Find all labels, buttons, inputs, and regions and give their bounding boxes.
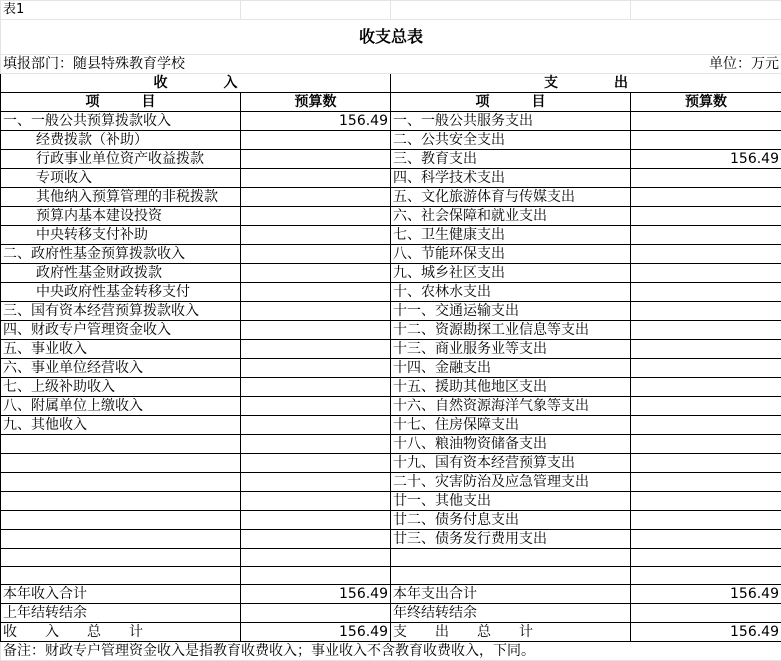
expense-item: 七、卫生健康支出 <box>391 226 631 245</box>
income-item <box>1 511 241 530</box>
income-budget <box>241 169 391 188</box>
expense-item: 六、社会保障和就业支出 <box>391 207 631 226</box>
expense-item-header: 项 目 <box>391 93 631 112</box>
expense-budget <box>631 435 781 454</box>
total-expense-label: 支 出 总 计 <box>391 623 631 642</box>
income-item: 二、政府性基金预算拨款收入 <box>1 245 241 264</box>
income-budget <box>241 454 391 473</box>
income-budget <box>241 416 391 435</box>
table-row <box>1 378 781 397</box>
expense-budget-header: 预算数 <box>631 93 781 112</box>
income-header: 收 入 <box>1 74 391 93</box>
income-budget <box>241 435 391 454</box>
total-row <box>1 623 781 642</box>
table-row <box>1 567 781 585</box>
income-budget: 156.49 <box>241 112 391 131</box>
income-item: 其他纳入预算管理的非税拨款 <box>1 188 241 207</box>
table-row <box>1 359 781 378</box>
expense-item: 九、城乡社区支出 <box>391 264 631 283</box>
expense-item: 二十、灾害防治及应急管理支出 <box>391 473 631 492</box>
income-budget <box>241 245 391 264</box>
sheet-label: 表1 <box>1 1 241 20</box>
income-item-header: 项 目 <box>1 93 241 112</box>
total-expense-value: 156.49 <box>631 623 781 642</box>
expense-budget: 156.49 <box>631 150 781 169</box>
expense-item: 廿三、债务发行费用支出 <box>391 530 631 549</box>
income-item <box>1 530 241 549</box>
income-item <box>1 435 241 454</box>
income-budget <box>241 378 391 397</box>
total-expense-value: 156.49 <box>631 585 781 604</box>
expense-header: 支 出 <box>391 74 781 93</box>
expense-budget <box>631 511 781 530</box>
total-expense-label: 本年支出合计 <box>391 585 631 604</box>
income-item: 三、国有资本经营预算拨款收入 <box>1 302 241 321</box>
income-item <box>1 473 241 492</box>
income-budget <box>241 150 391 169</box>
table-row <box>1 435 781 454</box>
expense-item: 十六、自然资源海洋气象等支出 <box>391 397 631 416</box>
table-row <box>1 549 781 567</box>
income-item: 五、事业收入 <box>1 340 241 359</box>
income-budget <box>241 397 391 416</box>
expense-item: 十四、金融支出 <box>391 359 631 378</box>
income-item: 中央转移支付补助 <box>1 226 241 245</box>
total-income-value: 156.49 <box>241 585 391 604</box>
expense-budget <box>631 567 781 585</box>
expense-item: 十二、资源勘探工业信息等支出 <box>391 321 631 340</box>
income-budget-header: 预算数 <box>241 93 391 112</box>
income-item: 行政事业单位资产收益拨款 <box>1 150 241 169</box>
income-budget <box>241 359 391 378</box>
total-income-label: 收 入 总 计 <box>1 623 241 642</box>
income-budget <box>241 131 391 150</box>
total-income-label: 本年收入合计 <box>1 585 241 604</box>
income-item <box>1 492 241 511</box>
table-row <box>1 454 781 473</box>
unit-label: 单位：万元 <box>391 55 781 74</box>
reporting-department: 填报部门：随县特殊教育学校 <box>1 55 391 74</box>
total-income-value <box>241 604 391 623</box>
income-budget <box>241 511 391 530</box>
expense-item: 十八、粮油物资储备支出 <box>391 435 631 454</box>
total-income-label: 上年结转结余 <box>1 604 241 623</box>
income-budget <box>241 321 391 340</box>
income-item: 八、附属单位上缴收入 <box>1 397 241 416</box>
table-row <box>1 397 781 416</box>
table-row <box>1 416 781 435</box>
expense-item: 四、科学技术支出 <box>391 169 631 188</box>
table-row <box>1 245 781 264</box>
table-row <box>1 264 781 283</box>
income-item <box>1 567 241 585</box>
expense-item: 五、文化旅游体育与传媒支出 <box>391 188 631 207</box>
income-budget <box>241 226 391 245</box>
expense-budget <box>631 169 781 188</box>
expense-item: 一、一般公共服务支出 <box>391 112 631 131</box>
total-expense-label: 年终结转结余 <box>391 604 631 623</box>
income-budget <box>241 283 391 302</box>
table-row <box>1 283 781 302</box>
income-item: 政府性基金财政拨款 <box>1 264 241 283</box>
expense-budget <box>631 302 781 321</box>
expense-budget <box>631 283 781 302</box>
expense-budget <box>631 321 781 340</box>
expense-item: 十、农林水支出 <box>391 283 631 302</box>
expense-budget <box>631 454 781 473</box>
table-row <box>1 473 781 492</box>
income-item: 中央政府性基金转移支付 <box>1 283 241 302</box>
table-row <box>1 150 781 169</box>
income-item: 一、一般公共预算拨款收入 <box>1 112 241 131</box>
table-row <box>1 207 781 226</box>
expense-item: 廿一、其他支出 <box>391 492 631 511</box>
expense-item: 十五、援助其他地区支出 <box>391 378 631 397</box>
income-budget <box>241 492 391 511</box>
page-title: 收支总表 <box>1 20 781 55</box>
total-row <box>1 604 781 623</box>
expense-item: 十七、住房保障支出 <box>391 416 631 435</box>
income-item: 经费拨款（补助） <box>1 131 241 150</box>
expense-budget <box>631 473 781 492</box>
income-budget <box>241 530 391 549</box>
income-item: 九、其他收入 <box>1 416 241 435</box>
table-row <box>1 492 781 511</box>
expense-budget <box>631 530 781 549</box>
income-item: 专项收入 <box>1 169 241 188</box>
expense-budget <box>631 378 781 397</box>
expense-budget <box>631 359 781 378</box>
expense-budget <box>631 188 781 207</box>
footnote: 备注：财政专户管理资金收入是指教育收费收入；事业收入不含教育收费收入，下同。 <box>1 642 781 661</box>
income-item: 六、事业单位经营收入 <box>1 359 241 378</box>
income-budget <box>241 340 391 359</box>
table-row <box>1 530 781 549</box>
income-item: 七、上级补助收入 <box>1 378 241 397</box>
expense-item: 三、教育支出 <box>391 150 631 169</box>
expense-budget <box>631 112 781 131</box>
total-income-value: 156.49 <box>241 623 391 642</box>
expense-budget <box>631 416 781 435</box>
expense-budget <box>631 549 781 567</box>
expense-budget <box>631 340 781 359</box>
income-budget <box>241 473 391 492</box>
table-row <box>1 131 781 150</box>
income-budget <box>241 188 391 207</box>
expense-budget <box>631 264 781 283</box>
income-item <box>1 454 241 473</box>
table-row <box>1 321 781 340</box>
expense-item: 廿二、债务付息支出 <box>391 511 631 530</box>
table-row <box>1 226 781 245</box>
table-row <box>1 188 781 207</box>
table-row <box>1 302 781 321</box>
table-row <box>1 112 781 131</box>
expense-item <box>391 549 631 567</box>
table-row <box>1 340 781 359</box>
income-item <box>1 549 241 567</box>
table-row <box>1 169 781 188</box>
expense-item: 十九、国有资本经营预算支出 <box>391 454 631 473</box>
expense-budget <box>631 492 781 511</box>
expense-item: 十三、商业服务业等支出 <box>391 340 631 359</box>
income-budget <box>241 549 391 567</box>
expense-budget <box>631 245 781 264</box>
expense-budget <box>631 397 781 416</box>
income-budget <box>241 264 391 283</box>
expense-budget <box>631 207 781 226</box>
expense-item: 二、公共安全支出 <box>391 131 631 150</box>
expense-budget <box>631 131 781 150</box>
expense-budget <box>631 226 781 245</box>
income-item: 预算内基本建设投资 <box>1 207 241 226</box>
income-budget <box>241 207 391 226</box>
income-budget <box>241 567 391 585</box>
expense-item: 十一、交通运输支出 <box>391 302 631 321</box>
income-item: 四、财政专户管理资金收入 <box>1 321 241 340</box>
total-row <box>1 585 781 604</box>
table-row <box>1 511 781 530</box>
income-budget <box>241 302 391 321</box>
total-expense-value <box>631 604 781 623</box>
expense-item: 八、节能环保支出 <box>391 245 631 264</box>
expense-item <box>391 567 631 585</box>
